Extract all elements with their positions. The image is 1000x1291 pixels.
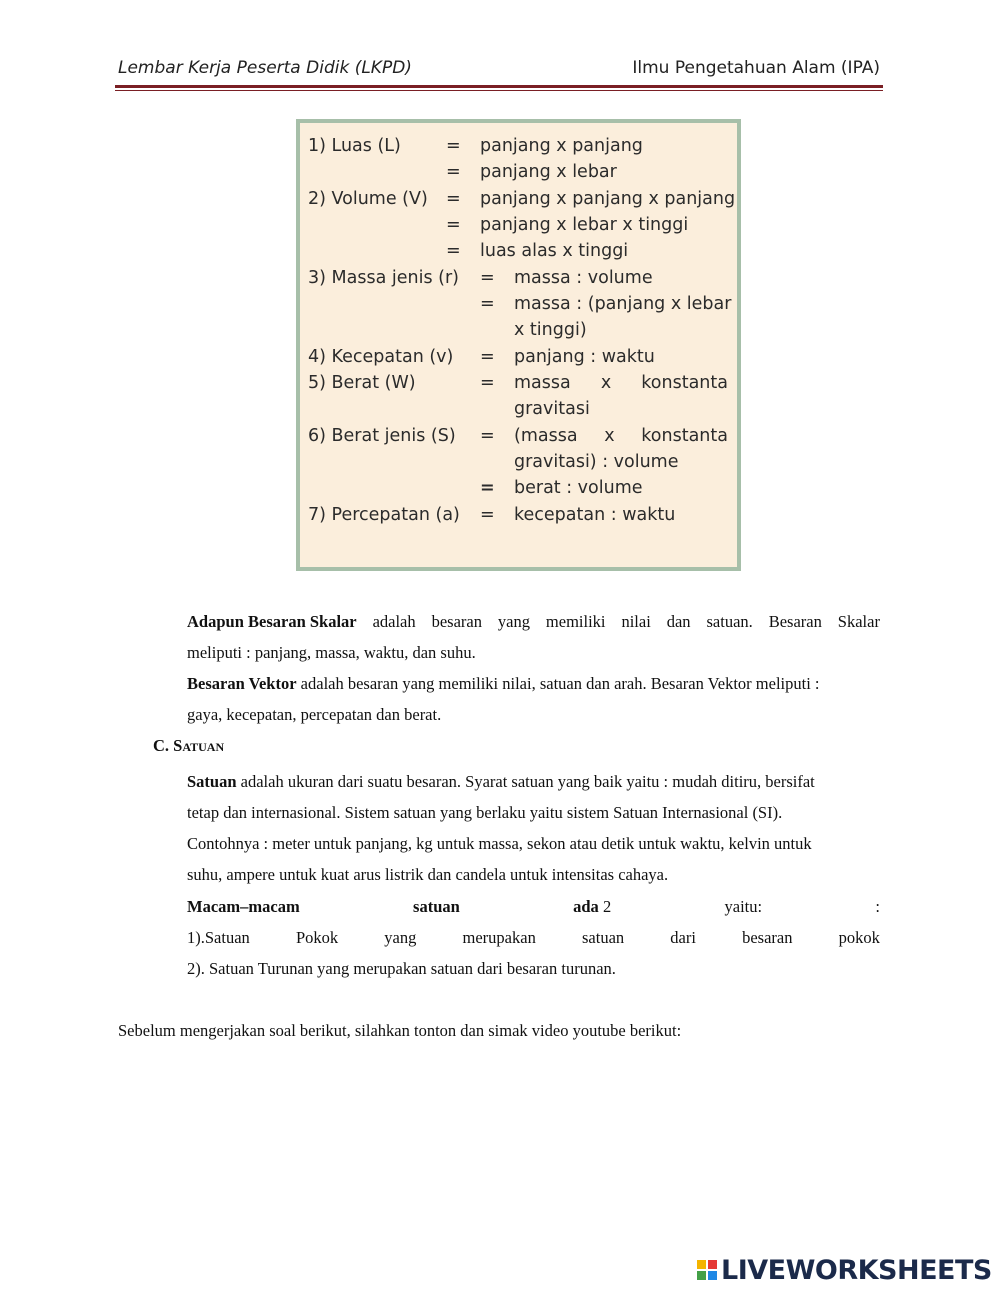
macam-line-1 xyxy=(187,897,880,917)
macam-word-2: satuan xyxy=(413,897,460,916)
formula-6-word-1: (massa xyxy=(514,426,578,446)
formula-6-word-2: x xyxy=(604,426,615,446)
macam-pokok-word: merupakan xyxy=(462,928,536,947)
skalar-term: Adapun Besaran Skalar xyxy=(187,612,357,631)
formula-1-value-2: panjang x lebar xyxy=(480,162,617,182)
macam-pokok-word: besaran xyxy=(742,928,793,947)
formula-7-equals: = xyxy=(480,505,495,525)
skalar-paragraph xyxy=(187,612,880,663)
skalar-word: Skalar xyxy=(837,612,880,631)
skalar-word: dan xyxy=(666,612,691,631)
formula-4-label: 4) Kecepatan (v) xyxy=(308,347,454,367)
skalar-line-2: meliputi : panjang, massa, waktu, dan suhu. xyxy=(187,643,476,662)
macam-pokok-word: yang xyxy=(384,928,417,947)
macam-pokok-word: dari xyxy=(670,928,696,947)
skalar-word: adalah xyxy=(372,612,416,631)
formula-3-label: 3) Massa jenis (r) xyxy=(308,268,459,288)
formula-box xyxy=(296,119,741,571)
logo-square xyxy=(708,1271,717,1280)
header-right-title: Ilmu Pengetahuan Alam (IPA) xyxy=(632,58,880,78)
formula-6-label: 6) Berat jenis (S) xyxy=(308,426,456,446)
satuan-line-1 xyxy=(187,772,880,792)
formula-5-word-3: konstanta xyxy=(641,373,728,393)
formula-5-equals: = xyxy=(480,373,495,393)
formula-2-equals-2: = xyxy=(446,215,461,235)
formula-4-value: panjang : waktu xyxy=(514,347,655,367)
macam-word-3: ada xyxy=(573,897,599,916)
formula-3-equals-1: = xyxy=(480,268,495,288)
formula-1-value-1: panjang x panjang xyxy=(480,136,643,156)
logo-square xyxy=(697,1271,706,1280)
satuan-line-3: Contohnya : meter untuk panjang, kg untuk massa, sekon atau detik untuk waktu, kelvin untuk xyxy=(187,834,812,853)
video-instruction: Sebelum mengerjakan soal berikut, silahkan tonton dan simak video youtube berikut: xyxy=(118,1021,682,1040)
macam-word-5: yaitu: xyxy=(724,897,763,916)
formula-3-value-2-cont: x tinggi) xyxy=(514,320,587,340)
logo-square xyxy=(697,1260,706,1269)
macam-paragraph xyxy=(187,897,880,979)
skalar-word: Besaran xyxy=(768,612,822,631)
formula-6-value-cont: gravitasi) : volume xyxy=(514,452,679,472)
macam-word-4: 2 xyxy=(602,897,612,916)
formula-5-word-2: x xyxy=(600,373,612,393)
satuan-term: Satuan xyxy=(187,772,237,791)
formula-7-value: kecepatan : waktu xyxy=(514,505,676,525)
vektor-term: Besaran Vektor xyxy=(187,674,297,693)
macam-word-6: : xyxy=(875,897,880,916)
formula-2-equals-1: = xyxy=(446,189,461,209)
macam-pokok-word: satuan xyxy=(581,928,625,947)
formula-1-equals-1: = xyxy=(446,136,461,156)
formula-5-word-1: massa xyxy=(514,373,571,393)
macam-word-3-group xyxy=(573,897,611,917)
header-left-title: Lembar Kerja Peserta Didik (LKPD) xyxy=(118,58,412,78)
logo-square xyxy=(708,1260,717,1269)
vektor-line-1-rest: adalah besaran yang memiliki nilai, satuan dan arah. Besaran Vektor meliputi : xyxy=(300,674,820,693)
logo-squares-icon xyxy=(697,1260,717,1280)
vektor-paragraph xyxy=(187,674,880,725)
skalar-line-1 xyxy=(187,612,880,632)
formula-3-value-2: massa : (panjang x lebar xyxy=(514,294,732,314)
macam-line-2 xyxy=(187,928,880,948)
skalar-word: yang xyxy=(497,612,530,631)
formula-6-word-3: konstanta xyxy=(641,426,728,446)
macam-pokok-word: 1).Satuan xyxy=(187,928,250,947)
macam-line-3: 2). Satuan Turunan yang merupakan satuan dari besaran turunan. xyxy=(187,959,616,978)
formula-6-value-line xyxy=(514,426,728,446)
formula-2-label: 2) Volume (V) xyxy=(308,189,428,209)
formula-3-equals-2: = xyxy=(480,294,495,314)
formula-6-value-2: berat : volume xyxy=(514,478,643,498)
formula-1-label: 1) Luas (L) xyxy=(308,136,401,156)
formula-2-value-3: luas alas x tinggi xyxy=(480,241,629,261)
liveworksheets-logo xyxy=(697,1255,992,1285)
formula-4-equals: = xyxy=(480,347,495,367)
skalar-word: nilai xyxy=(621,612,651,631)
formula-1-equals-2: = xyxy=(446,162,461,182)
formula-6-equals-2: = xyxy=(480,478,495,498)
header-rule-thick xyxy=(115,85,883,88)
skalar-word: besaran xyxy=(431,612,482,631)
formula-2-equals-3: = xyxy=(446,241,461,261)
formula-2-value-1: panjang x panjang x panjang xyxy=(480,189,736,209)
satuan-line-4: suhu, ampere untuk kuat arus listrik dan candela untuk intensitas cahaya. xyxy=(187,865,669,884)
skalar-word: memiliki xyxy=(545,612,606,631)
macam-pokok-word: Pokok xyxy=(295,928,339,947)
formula-5-value-cont: gravitasi xyxy=(514,399,590,419)
page-header xyxy=(118,58,880,78)
vektor-line-1 xyxy=(187,674,880,694)
formula-2-value-2: panjang x lebar x tinggi xyxy=(480,215,689,235)
formula-6-equals-1: = xyxy=(480,426,495,446)
formula-7-label: 7) Percepatan (a) xyxy=(308,505,460,525)
formula-5-value-line xyxy=(514,373,728,393)
satuan-paragraph xyxy=(187,772,880,885)
vektor-line-2: gaya, kecepatan, percepatan dan berat. xyxy=(187,705,442,724)
skalar-word: satuan. xyxy=(706,612,753,631)
satuan-line-2: tetap dan internasional. Sistem satuan yang berlaku yaitu sistem Satuan Internasional (SI). xyxy=(187,803,783,822)
formula-5-label: 5) Berat (W) xyxy=(308,373,416,393)
section-c-heading: C. Satuan xyxy=(153,736,225,755)
macam-pokok-word: pokok xyxy=(838,928,880,947)
macam-word-1: Macam–macam xyxy=(187,897,300,916)
formula-3-value-1: massa : volume xyxy=(514,268,653,288)
logo-text: LIVEWORKSHEETS xyxy=(721,1254,992,1286)
satuan-line-1-rest: adalah ukuran dari suatu besaran. Syarat satuan yang baik yaitu : mudah ditiru, bersifat xyxy=(240,772,815,791)
header-rule-thin xyxy=(115,90,883,91)
